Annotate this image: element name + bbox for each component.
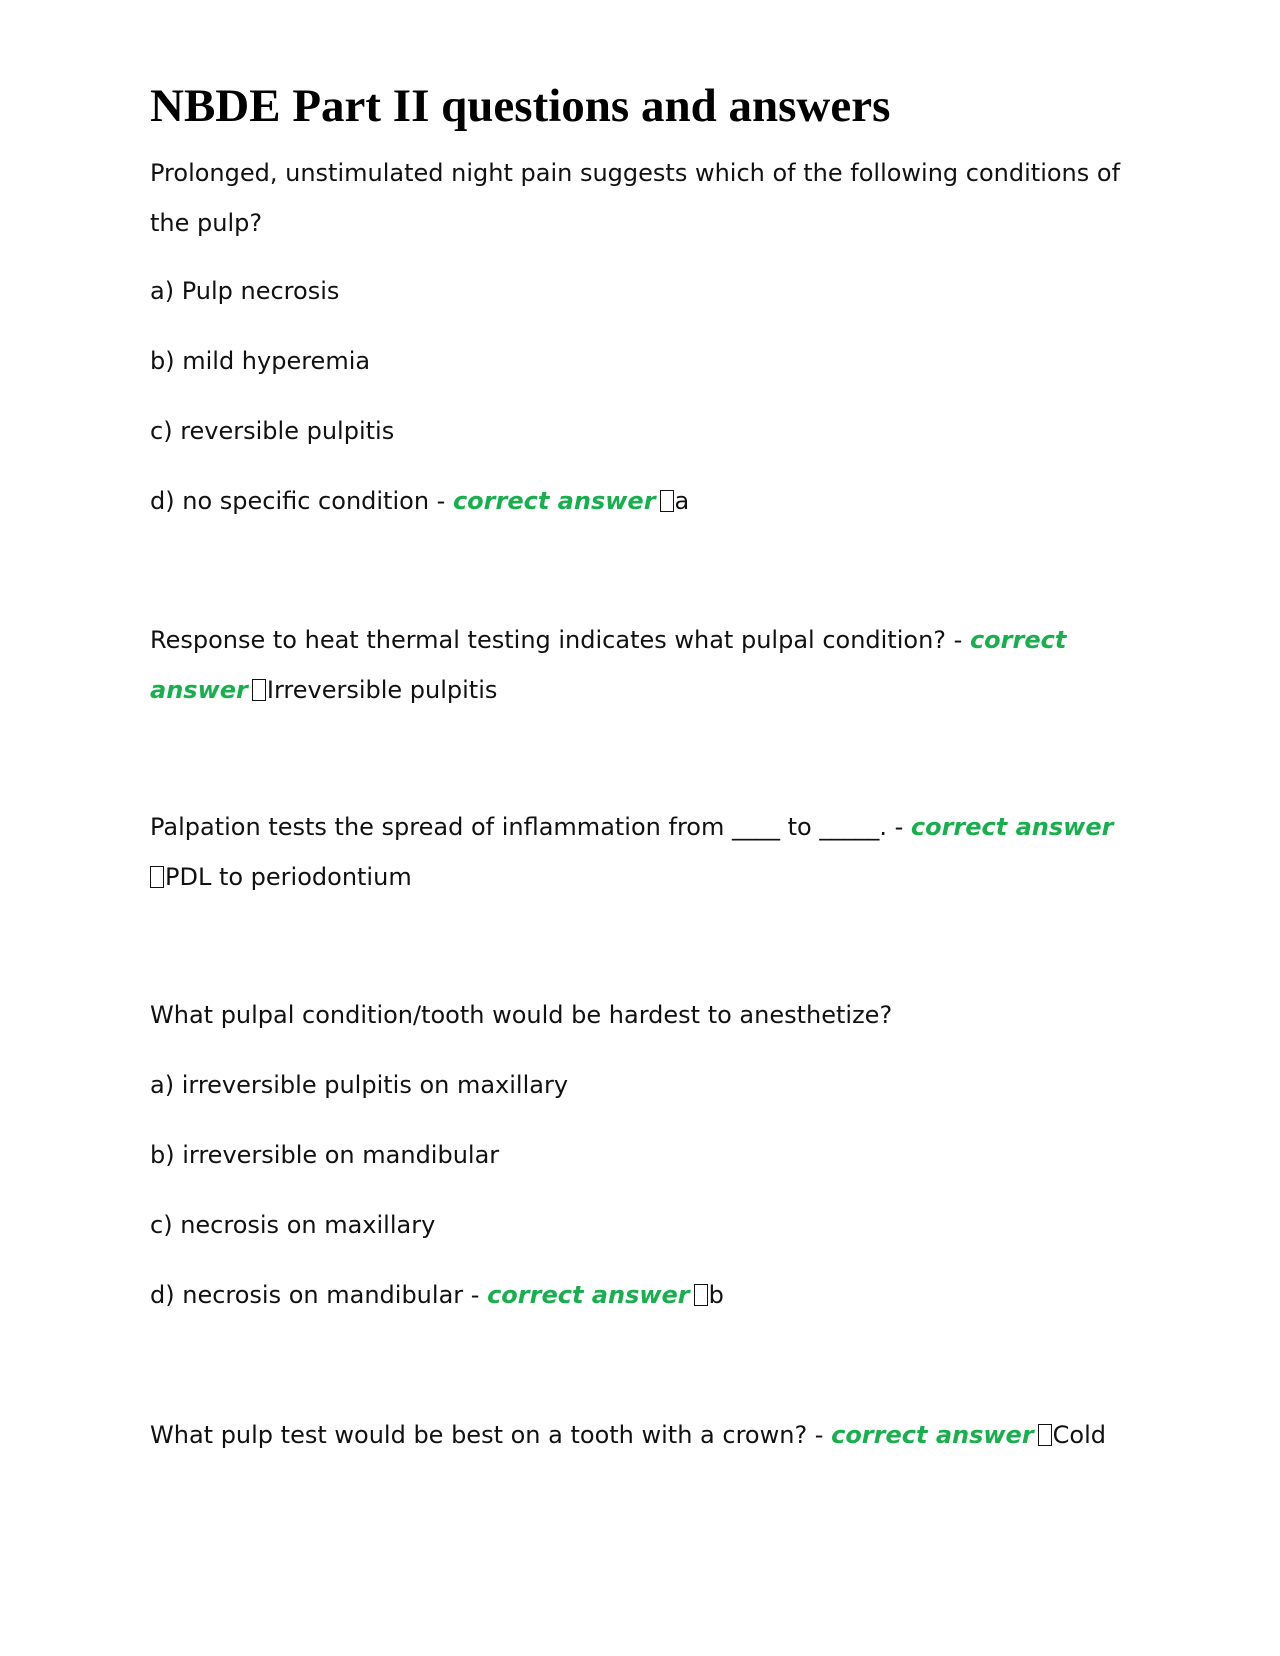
option-d: [150, 475, 1130, 528]
option-b: b) mild hyperemia: [150, 347, 371, 375]
correct-answer-label: correct answer: [487, 1281, 690, 1309]
document-page: [150, 72, 1130, 1479]
missing-glyph-box: [660, 490, 674, 512]
correct-answer-label: correct answer: [831, 1421, 1034, 1449]
document-title: NBDE Part II questions and answers: [150, 80, 891, 132]
question-answer-text: [150, 1409, 1130, 1462]
question-answer-text: [150, 802, 1130, 902]
option-c: c) necrosis on maxillary: [150, 1211, 436, 1239]
answer-value: a: [674, 487, 690, 515]
correct-answer-label: correct answer: [452, 487, 656, 515]
missing-glyph-box: [694, 1284, 708, 1306]
question-answer-text: [150, 615, 1130, 715]
block-gap: [150, 732, 1130, 802]
block-gap: [150, 919, 1130, 989]
answer-value: Cold: [1052, 1421, 1107, 1449]
question-block: [150, 148, 1130, 528]
question-text: What pulp test would be best on a tooth with a crown? -: [150, 1421, 832, 1449]
question-text: Palpation tests the spread of inflammation from ____ to _____. -: [150, 813, 911, 841]
question-text: Prolonged, unstimulated night pain suggests which of the following conditions of the pulp?: [150, 159, 1128, 237]
option-b: b) irreversible on mandibular: [150, 1141, 500, 1169]
block-gap: [150, 545, 1130, 615]
option-d: [150, 1269, 1130, 1322]
missing-glyph-box: [150, 866, 164, 888]
block-gap: [150, 1339, 1130, 1409]
option-a: a) Pulp necrosis: [150, 277, 340, 305]
question-text: Response to heat thermal testing indicates what pulpal condition? -: [150, 626, 970, 654]
missing-glyph-box: [1038, 1424, 1052, 1446]
answer-value: b: [708, 1281, 724, 1309]
option-c: c) reversible pulpitis: [150, 417, 395, 445]
question-block: [150, 615, 1130, 715]
correct-answer-label: correct answer: [150, 626, 1075, 704]
option-d-text: d) necrosis on mandibular -: [150, 1281, 488, 1309]
missing-glyph-box: [252, 679, 266, 701]
answer-value: Irreversible pulpitis: [266, 676, 498, 704]
question-block: [150, 989, 1130, 1322]
question-block: [150, 802, 1130, 902]
option-d-text: d) no specific condition -: [150, 487, 453, 515]
option-a: a) irreversible pulpitis on maxillary: [150, 1071, 569, 1099]
question-block: [150, 1409, 1130, 1462]
question-text: What pulpal condition/tooth would be hardest to anesthetize?: [150, 1001, 893, 1029]
answer-value: PDL to periodontium: [165, 863, 412, 891]
correct-answer-label: correct answer: [910, 813, 1114, 841]
